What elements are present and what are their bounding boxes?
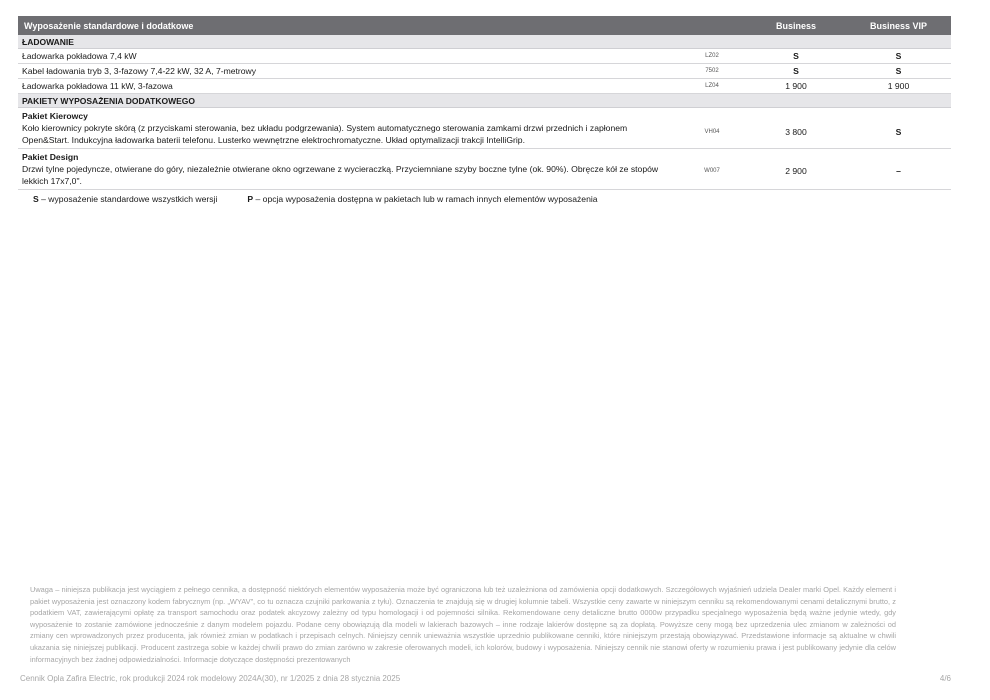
package-business-vip-value: S xyxy=(846,108,951,149)
package-description: Drzwi tylne pojedyncze, otwierane do góry, niezależnie otwierane okno ogrzewane z wycieraczką. Przyciemniane szyby boczne tylne (ok. 90%). Obręcze kół ze stopów lekkich 17x7,0". xyxy=(22,164,659,186)
package-title: Pakiet Design xyxy=(22,152,79,162)
row-business-vip-value: S xyxy=(846,49,951,64)
package-business-vip-value: – xyxy=(846,149,951,190)
section-title-charging: ŁADOWANIE xyxy=(18,35,951,49)
package-title: Pakiet Kierowcy xyxy=(22,111,88,121)
row-business-vip-value: S xyxy=(846,64,951,79)
package-code: W007 xyxy=(678,149,746,190)
page-number: 4/6 xyxy=(939,674,951,683)
package-row xyxy=(18,108,951,149)
row-business-vip-value: 1 900 xyxy=(846,79,951,94)
row-business-value: S xyxy=(746,49,846,64)
package-description: Koło kierownicy pokryte skórą (z przyciskami sterowania, bez układu podgrzewania). System automatycznego sterowania zamkami drzwi przednich i zapłonem Open&Start. Indukcyjna ładowarka baterii telefonu. Lusterko wewnętrzne elektrochromatyczne. Układ optymalizacji trakcji IntelliGrip. xyxy=(22,123,628,145)
row-code: LZ04 xyxy=(678,79,746,94)
package-cell xyxy=(18,149,678,190)
row-code: 7502 xyxy=(678,64,746,79)
section-title-packages: PAKIETY WYPOSAŻENIA DODATKOWEGO xyxy=(18,94,951,108)
equipment-table-container xyxy=(18,16,951,190)
legend xyxy=(33,194,598,204)
row-business-value: 1 900 xyxy=(746,79,846,94)
header-code xyxy=(678,16,746,35)
legend-option-key: P xyxy=(247,194,254,204)
row-name: Kabel ładowania tryb 3, 3-fazowy 7,4-22 kW, 32 A, 7-metrowy xyxy=(18,64,678,79)
footer-text: Cennik Opla Zafira Electric, rok produkcji 2024 rok modelowy 2024A(30), nr 1/2025 z dnia 28 stycznia 2025 xyxy=(20,674,401,683)
table-row xyxy=(18,49,951,64)
legend-standard-text: – wyposażenie standardowe wszystkich wersji xyxy=(41,194,218,204)
row-code: LZ02 xyxy=(678,49,746,64)
header-business-vip: Business VIP xyxy=(846,16,951,35)
table-row xyxy=(18,64,951,79)
section-packages-row xyxy=(18,94,951,108)
legend-option xyxy=(247,194,597,204)
package-code: VH04 xyxy=(678,108,746,149)
table-header-row xyxy=(18,16,951,35)
package-business-value: 3 800 xyxy=(746,108,846,149)
package-row xyxy=(18,149,951,190)
header-equipment: Wyposażenie standardowe i dodatkowe xyxy=(18,16,678,35)
package-business-value: 2 900 xyxy=(746,149,846,190)
legend-standard xyxy=(33,194,217,204)
disclaimer-text: Uwaga – niniejsza publikacja jest wyciągiem z pełnego cennika, a dostępność niektórych elementów wyposażenia może być ograniczona lub też uzależniona od zamówienia opcji dodatkowych. Szczegółowych wyjaśnień udziela Dealer marki Opel. Każdy element i pakiet wyposażenia jest oznaczony kodem fabrycznym (np. „WYAV”, co tu oznacza czujniki parkowania z tyłu). Oznaczenia te znajdują się w drugiej kolumnie tabeli. Wszystkie ceny zawarte w niniejszym cenniku są rekomendowanymi cenami detalicznymi brutto, z podatkiem VAT, zawierającymi opłatę za transport samochodu oraz podatek akcyzowy zależny od typu homologacji i od pojemności silnika. Rekomendowane ceny detaliczne brutto 0000w przypadku specjalnego wyposażenia będą ważne jedynie wtedy, gdy wyposażenie to zostanie zamówione jednocześnie z danym modelem pojazdu. Podane ceny obowiązują dla modeli w lakierach bazowych – inne rodzaje lakierów dostępne są za dopłatą. Powyższe ceny mogą bez uprzedzenia ulec zmianom w zależności od zmiany cen wprowadzonych przez producenta, jak również zmian w podatkach i przepisach celnych. Niniejszy cennik unieważnia wszystkie uprzednio publikowane cenniki, które niniejszym przestają obowiązywać. Przedstawione informacje są aktualne w chwili ukazania się niniejszej publikacji. Producent zastrzega sobie w każdej chwili prawo do zmian zarówno w zakresie oferowanych modeli, ich kolorów, budowy i wyposażenia. Niniejszy cennik nie stanowi oferty w rozumieniu prawa i jest publikowany jedynie dla celów informacyjnych bez żadnej odpowiedzialności. Informacje dotyczące dostępności prezentowanych xyxy=(30,585,896,664)
section-charging-row xyxy=(18,35,951,49)
row-name: Ładowarka pokładowa 11 kW, 3-fazowa xyxy=(18,79,678,94)
table-row xyxy=(18,79,951,94)
header-business: Business xyxy=(746,16,846,35)
legend-standard-key: S xyxy=(33,194,39,204)
legend-option-text: – opcja wyposażenia dostępna w pakietach lub w ramach innych elementów wyposażenia xyxy=(255,194,598,204)
equipment-table xyxy=(18,16,951,190)
footer xyxy=(20,674,951,683)
row-name: Ładowarka pokładowa 7,4 kW xyxy=(18,49,678,64)
package-cell xyxy=(18,108,678,149)
row-business-value: S xyxy=(746,64,846,79)
